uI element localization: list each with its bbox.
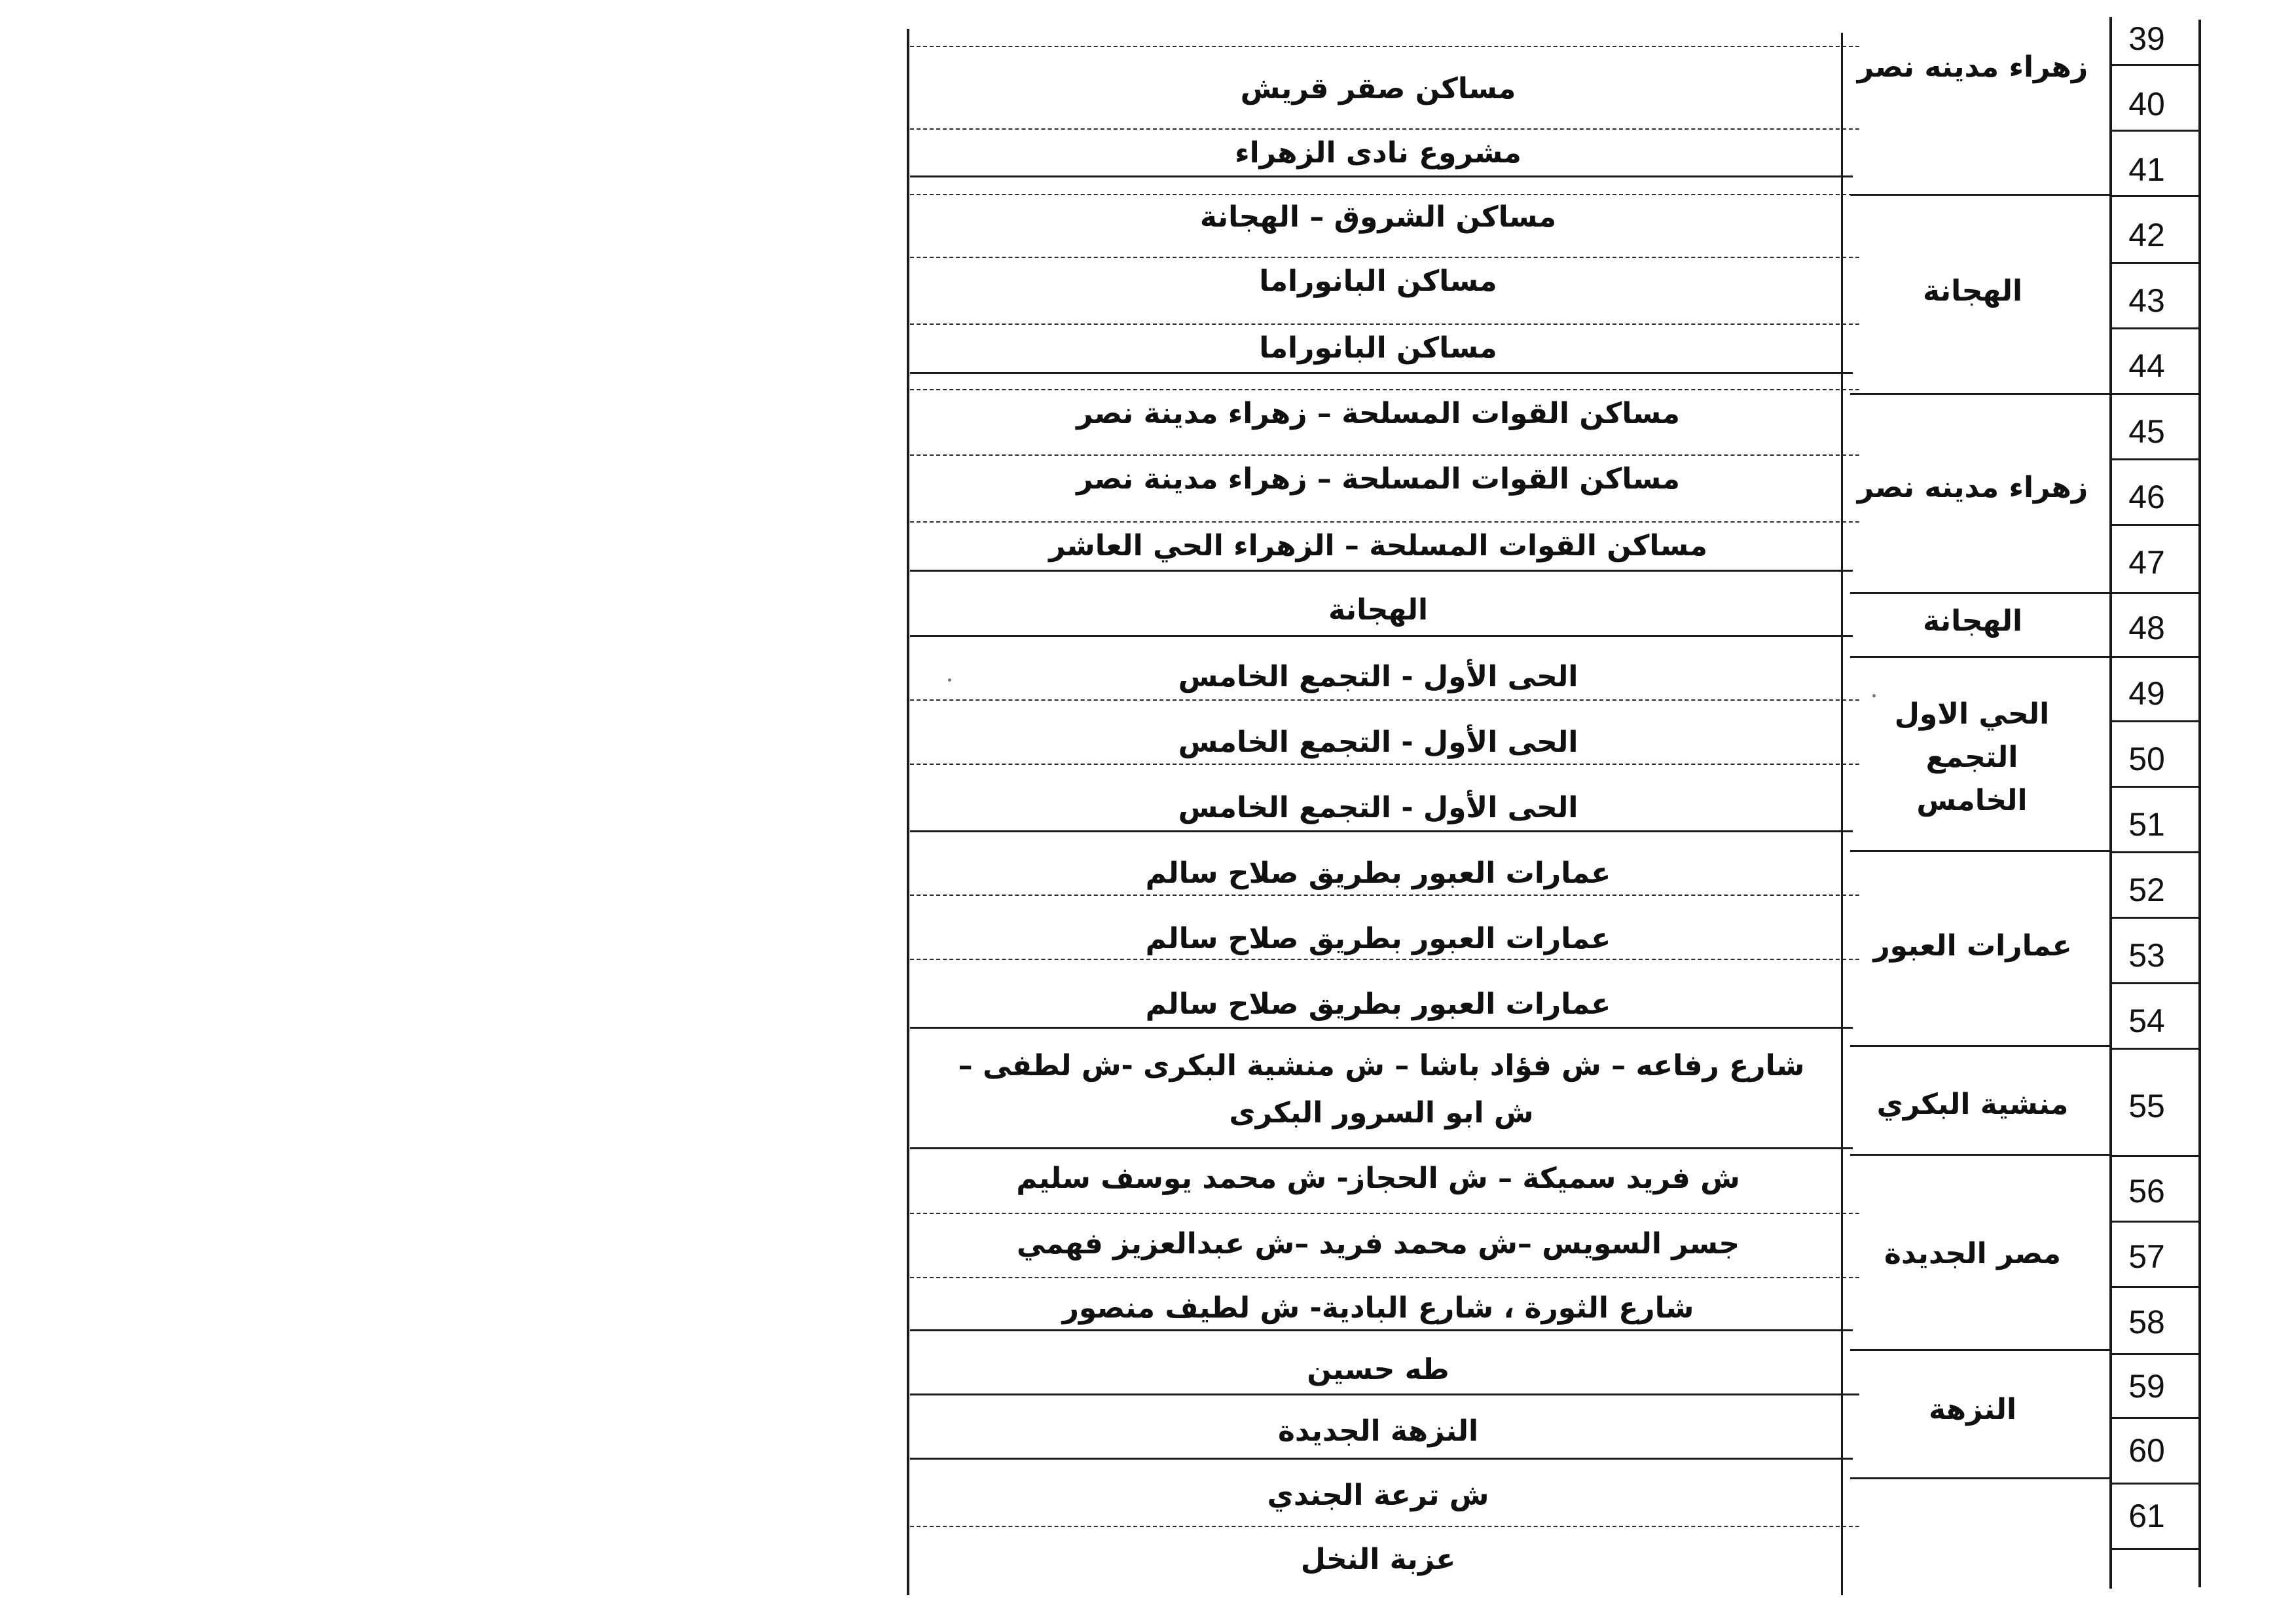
number-divider <box>2109 393 2201 395</box>
number-divider <box>2109 917 2201 919</box>
number-divider <box>2109 327 2201 329</box>
column-divider <box>1841 33 1843 1595</box>
row-divider <box>910 1277 1859 1278</box>
address-cell: مساكن الشروق – الهجانة <box>1199 200 1557 234</box>
number-divider <box>2109 982 2201 984</box>
number-divider <box>2109 786 2201 788</box>
row-divider <box>910 1329 1853 1331</box>
number-divider <box>2109 130 2201 132</box>
row-number: 45 <box>2128 413 2165 450</box>
address-cell: مساكن البانوراما <box>1259 264 1497 298</box>
row-divider <box>910 372 1853 374</box>
row-number: 56 <box>2128 1173 2165 1209</box>
row-number: 49 <box>2128 675 2165 712</box>
area-name: زهراء مدينه نصر <box>1857 471 2088 504</box>
number-divider <box>2109 1155 2201 1157</box>
address-cell: مساكن القوات المسلحة – زهراء مدينة نصر <box>1076 396 1680 430</box>
number-divider <box>2109 1417 2201 1419</box>
row-divider <box>910 1027 1853 1029</box>
table-border-left <box>907 29 909 1595</box>
address-cell: جسر السويس –ش محمد فريد –ش عبدالعزيز فهمي <box>1016 1227 1740 1261</box>
row-number: 50 <box>2128 741 2165 777</box>
address-cell: ش ترعة الجندي <box>1267 1478 1489 1512</box>
row-divider <box>910 959 1859 960</box>
row-divider <box>910 175 1853 177</box>
address-cell: عمارات العبور بطريق صلاح سالم <box>1145 987 1611 1021</box>
row-number: 57 <box>2128 1238 2165 1275</box>
row-divider <box>910 389 1859 390</box>
row-number: 40 <box>2128 86 2165 122</box>
area-divider <box>1850 1154 2109 1156</box>
address-cell: مساكن صقر قريش <box>1240 71 1516 105</box>
row-number: 48 <box>2128 610 2165 646</box>
row-number: 59 <box>2128 1368 2165 1405</box>
row-divider <box>910 1458 1853 1460</box>
row-divider <box>910 635 1853 637</box>
area-name: الحي الاول التجمع الخامس <box>1894 697 2050 817</box>
row-number: 41 <box>2128 151 2165 188</box>
area-name: عمارات العبور <box>1873 929 2072 963</box>
row-divider <box>910 454 1859 456</box>
row-number <box>2104 1556 2190 1607</box>
number-divider <box>2109 195 2201 197</box>
number-divider <box>2109 1353 2201 1355</box>
row-divider <box>910 699 1859 701</box>
area-divider <box>1850 1477 2109 1479</box>
address-cell: طه حسين <box>1307 1352 1449 1386</box>
area-name: زهراء مدينه نصر <box>1857 50 2088 84</box>
address-cell: الحى الأول - التجمع الخامس <box>1178 790 1578 824</box>
address-cell <box>917 0 1840 39</box>
number-divider <box>2109 262 2201 264</box>
row-number: 51 <box>2128 806 2165 843</box>
area-divider <box>1850 850 2109 852</box>
address-cell: مساكن القوات المسلحة – الزهراء الحي العاشر <box>1049 528 1707 563</box>
address-cell: الحى الأول - التجمع الخامس <box>1178 725 1578 759</box>
row-number: 55 <box>2128 1088 2165 1124</box>
row-number: 61 <box>2128 1498 2165 1534</box>
address-cell: الحى الأول - التجمع الخامس <box>1178 659 1578 693</box>
row-number: 53 <box>2128 937 2165 974</box>
number-divider <box>2109 1548 2201 1550</box>
address-cell: ش فريد سميكة – ش الحجاز- ش محمد يوسف سليم <box>1016 1161 1740 1195</box>
row-number: 42 <box>2128 217 2165 253</box>
address-cell: مساكن البانوراما <box>1259 331 1497 365</box>
area-divider <box>1850 1045 2109 1047</box>
area-divider <box>1850 194 2109 196</box>
area-divider <box>1850 393 2109 395</box>
address-cell: شارع الثورة ، شارع البادية- ش لطيف منصور <box>1062 1291 1694 1325</box>
row-divider <box>910 257 1859 258</box>
number-divider <box>2109 656 2201 658</box>
address-cell: النزهة الجديدة <box>1277 1414 1479 1448</box>
row-number: 58 <box>2128 1304 2165 1340</box>
address-cell: شارع رفاعه – ش فؤاد باشا – ش منشية البكرى -ش لطفى – ش ابو السرور البكرى <box>958 1049 1805 1130</box>
address-cell: الهجانة <box>1328 593 1429 627</box>
row-number: 39 <box>2128 20 2165 57</box>
number-divider <box>2109 1221 2201 1223</box>
number-divider <box>2109 592 2201 594</box>
row-number: 46 <box>2128 479 2165 515</box>
area-name: الهجانة <box>1922 274 2023 308</box>
scan-speck <box>1872 694 1876 697</box>
row-divider <box>910 323 1859 325</box>
address-cell: عمارات العبور بطريق صلاح سالم <box>1145 856 1611 890</box>
area-name: الهجانة <box>1922 604 2023 638</box>
row-divider <box>910 570 1853 572</box>
row-divider <box>910 830 1853 832</box>
row-divider <box>910 194 1859 195</box>
address-cell: مساكن القوات المسلحة – زهراء مدينة نصر <box>1076 462 1680 496</box>
address-cell: عمارات العبور بطريق صلاح سالم <box>1145 921 1611 955</box>
area-name: النزهة <box>1928 1393 2017 1426</box>
scan-speck <box>948 678 951 682</box>
row-number: 52 <box>2128 872 2165 908</box>
row-number: 43 <box>2128 282 2165 319</box>
number-divider <box>2109 524 2201 526</box>
row-number: 47 <box>2128 544 2165 581</box>
row-divider <box>910 1526 1859 1527</box>
area-name: مصر الجديدة <box>1884 1237 2061 1270</box>
number-divider <box>2109 458 2201 460</box>
table-border-right <box>2198 20 2201 1587</box>
number-divider <box>2109 1483 2201 1485</box>
row-divider <box>910 1147 1853 1149</box>
area-divider <box>1850 592 2109 594</box>
row-divider <box>910 895 1859 896</box>
number-divider <box>2109 1048 2201 1050</box>
number-divider <box>2109 720 2201 722</box>
area-divider <box>1850 656 2109 658</box>
address-cell: عزبة النخل <box>1300 1542 1456 1576</box>
row-divider <box>910 46 1859 47</box>
area-name <box>1848 1506 2098 1552</box>
area-name: منشية البكري <box>1876 1088 2069 1121</box>
row-divider <box>910 128 1859 130</box>
number-divider <box>2109 64 2201 66</box>
row-divider <box>910 1213 1859 1214</box>
row-number: 60 <box>2128 1432 2165 1469</box>
number-divider <box>2109 851 2201 853</box>
row-divider <box>910 521 1859 523</box>
area-divider <box>1850 1349 2109 1351</box>
row-divider <box>910 764 1859 765</box>
address-cell: مشروع نادى الزهراء <box>1235 136 1522 170</box>
number-divider <box>2109 1286 2201 1288</box>
row-divider <box>910 1393 1859 1395</box>
row-number: 54 <box>2128 1003 2165 1039</box>
row-number: 44 <box>2128 348 2165 384</box>
